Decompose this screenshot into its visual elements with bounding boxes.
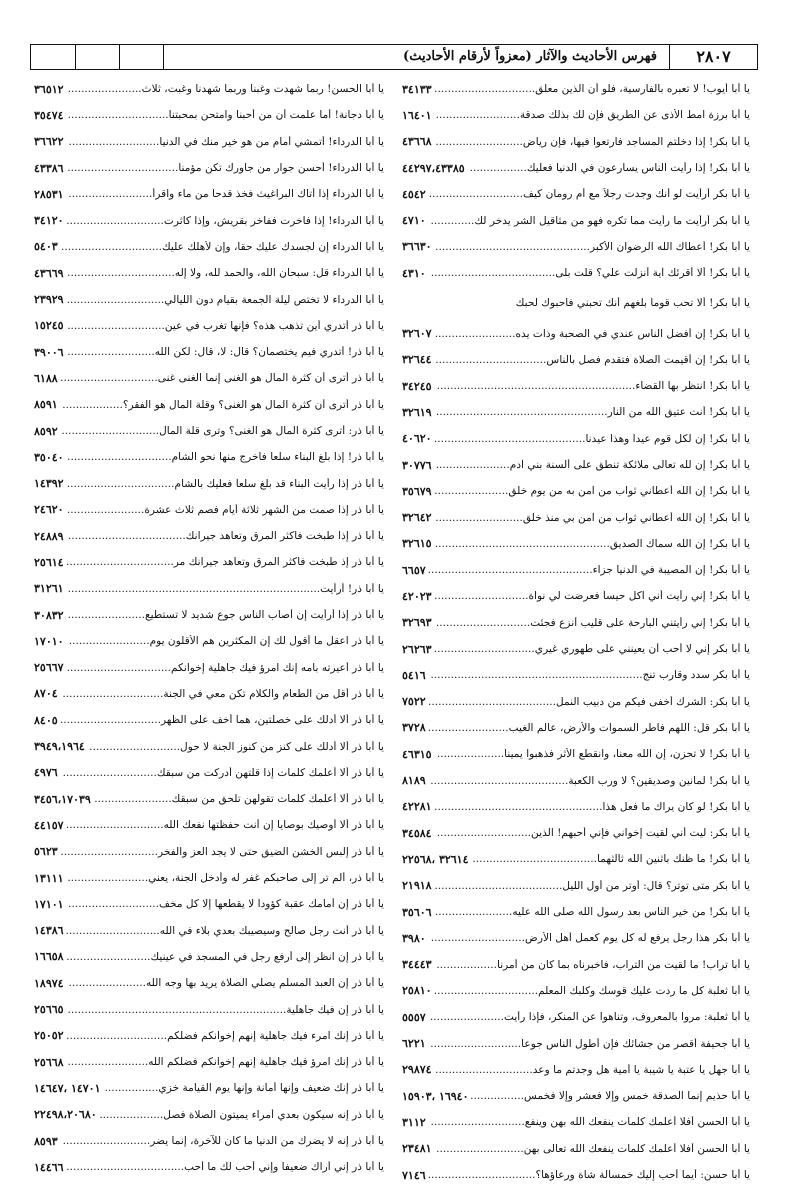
index-entry <box>34 760 384 786</box>
index-entry <box>34 786 384 812</box>
entry-number: ٣٤١٣٣ <box>402 82 432 96</box>
entry-text: يا أبا ذر ألا أعلمك كلمات إذا قلتهن أدركت من سبقك............................ <box>62 766 384 779</box>
entry-text: يا أبا ذر إذا رأيت البناء قد بلغ سلعاً فعليك بالشام................................ <box>66 477 384 490</box>
entry-text: يا أبا ذر أنت رجل صالح وسيصيبك بعدي بلاء في الله............................ <box>65 924 384 937</box>
index-entry <box>402 715 750 741</box>
entry-text: يا أبا ذر إلبس الخشن الضيق حتى لا يجد العز والفخر............................. <box>60 845 384 858</box>
entry-number: ٢٣٤٨١ <box>402 1142 432 1156</box>
entry-number: ٤٣١٠ <box>402 266 426 280</box>
entry-text: يا أبا جحيفة أقصر من جشائك فإن أطول الناس جوعاً........................... <box>430 1037 750 1050</box>
index-entry <box>34 365 384 391</box>
entry-text: يا أبا بكر! من خير الناس بعد رسول الله صلى الله عليه....................... <box>434 906 750 919</box>
entry-text: يا أبا بكر! إن لله تعالى ملائكة تنطق على ألسنة بني آدم...................... <box>435 459 750 471</box>
entry-text: يا أبا بكر! إن الله أعطاني ثواب من آمن بي منذ خلق.......................... <box>435 511 750 524</box>
entry-text: يا أبا بكر إني لا أحب أن يعينني على طهوري غيري.............................. <box>433 643 750 656</box>
entry-text: يا أبا الحسن! ربما شهدت وغبنا وربما شهدنا وغبت، ثلاث...................... <box>67 83 384 96</box>
index-entry <box>402 610 750 636</box>
index-entry <box>34 655 384 681</box>
index-entry <box>402 347 750 373</box>
index-entry <box>402 504 750 530</box>
entry-text: يا أبا ذر أتدري أين تذهب هذه؟ فإنها تغرب في عين............................. <box>67 319 384 332</box>
index-entry <box>34 1128 384 1154</box>
entry-number: ٣١١٢ <box>402 1115 426 1129</box>
entry-number: ٣٤٢٤٥ <box>402 379 432 393</box>
index-entry <box>402 636 750 662</box>
index-columns <box>30 76 758 1182</box>
entry-text: يا أبا بكر متى توتر؟ قال: أوتر من أول الليل...................................... <box>434 879 750 892</box>
index-entry <box>34 234 384 260</box>
entry-number: ٢٢٤٩٨،٢٠٦٨٠ <box>34 1108 97 1122</box>
entry-text: يا أبا الحسن أفلا أعلمك كلمات ينفعك الله تعالى بهن.......................... <box>436 1142 750 1155</box>
entry-text: يا أبا ذر إنك ضعيف وإنها أمانة وإنها يوم القيامة خزي................ <box>104 1082 384 1095</box>
entry-text: يا أبا ذر إن أمامك عقبة كؤوداً لا يقطعها إلا كل مخف........................... <box>68 898 384 911</box>
index-entry <box>402 1057 750 1083</box>
entry-text: يا أبا ذر اعقل ما أقول لك إن المكثرين هم الأقلون يوم........................ <box>68 635 384 648</box>
entry-number: ٢٩٨٧٤ <box>402 1063 432 1077</box>
entry-number: ٦٢٢١ <box>402 1037 426 1051</box>
header-empty-cell <box>119 45 163 69</box>
entry-number: ٣٠٧٧٦ <box>402 458 432 472</box>
index-entry <box>402 557 750 583</box>
entry-text: يا أبا ذر إن العبد المسلم يصلي الصلاة يريد بها وجه الله....................... <box>68 977 384 990</box>
entry-text: يا أبا ذر أترى أن كثرة المال هو الغنى إنما الغنى غنى............................. <box>60 372 384 385</box>
entry-text: يا أبا ثعلبة: مروا بالمعروف، وتناهوا عن المنكر، فإذا رأيت...................... <box>429 1011 750 1024</box>
entry-number: ٢٨٥٣١ <box>34 187 64 201</box>
index-entry <box>402 899 750 925</box>
index-entry <box>402 689 750 715</box>
entry-number: ٢١٩١٨ <box>402 879 432 893</box>
entry-text: يا أبا بكر! ألا أقرئك آية أنزلت علي؟ قلت بلى..................................... <box>430 267 750 280</box>
index-entry <box>402 767 750 793</box>
index-entry <box>34 1023 384 1049</box>
entry-text: يا أبا الدرداء إن لجسدك عليك حقاً، وإن لأهلك عليك.............................. <box>60 240 384 253</box>
index-entry <box>402 478 750 504</box>
entry-number: ١٦٦٥٨ <box>34 950 64 964</box>
entry-number: ٣٢٦١٥ <box>402 537 432 551</box>
index-entry <box>402 320 750 346</box>
entry-text: يا أبا ذر! إذا بلغ البناء سلعاً فاخرج منها نحو الشام............................... <box>67 451 384 464</box>
entry-number: ٦١٨٨ <box>34 371 58 385</box>
entry-text: يا أبا ذر ألا أدلك على كنز من كنوز الجنة لا حول........................... <box>89 740 384 753</box>
entry-text: يا أبا بكر! أعطاك الله الرضوان الأكبر.............................................. <box>435 240 750 253</box>
entry-text: يا أبا بكر أرأيت ما رأيت مما تكره فهو من مثاقيل الشر يدخر لك............. <box>430 214 750 227</box>
entry-text: يا أبا بكر! ما ظنك باثنين الله ثالثهما..................................... <box>472 853 750 866</box>
entry-text: يا أبا ذر! أرأيت........................................................................... <box>67 582 384 595</box>
index-entry <box>34 812 384 838</box>
index-entry <box>34 102 384 128</box>
entry-text: يا أبا ذر، ألم تر إلى صاحبكم غفر له وأدخل الجنة، يعني........................ <box>67 872 384 885</box>
index-entry <box>402 181 750 207</box>
entry-number: ٣٥٤٧٤ <box>34 108 64 122</box>
entry-number: ٤٠٦٢٠ <box>402 432 432 446</box>
entry-number: ٣٥٦٧٩ <box>402 484 432 498</box>
index-entry <box>402 76 750 102</box>
entry-text: يا أبا بكر! إن المصيبة في الدنيا جزاء................................................. <box>427 564 750 577</box>
header-empty-cell <box>75 45 119 69</box>
entry-number: ٨١٨٩ <box>402 774 426 788</box>
entry-text: يا أبا بكر! إن الله أعطاني ثواب من آمن به من يوم خلق...................... <box>434 485 750 498</box>
entry-number: ١٧١٠١ <box>34 897 64 911</box>
index-entry <box>34 918 384 944</box>
entry-number: ١٤٣٨٦ <box>34 924 64 938</box>
index-entry <box>34 891 384 917</box>
entry-number: ٣٤١٢٠ <box>34 214 64 228</box>
entry-number: ٣٢٦٩٣ <box>402 616 432 630</box>
entry-text: يا أبا ذر: أترى كثرة المال هو الغنى؟ وترى قلة المال............................. <box>61 425 384 437</box>
index-entry <box>34 444 384 470</box>
entry-text: يا أبا ذر إذا طبخت فأكثر المرق وتعاهد جيرانك................................... <box>67 530 384 543</box>
entry-text: يا أبا بكر! ألا تحب قوماً بلغهم أنك تحبني فأحبوك لحبك <box>515 297 750 310</box>
entry-text: يا أبا بكر! إني رأيتني البارحة على قليب أنزع فجئت............................ <box>435 616 750 629</box>
index-entry <box>34 76 384 102</box>
entry-number: ٤٣٦٦٩ <box>34 266 64 280</box>
entry-number: ٣٦٦٢٢ <box>34 135 64 149</box>
entry-text: يا أبا الدرداء! أتمشي أمام من هو خير منك في الدنيا........................... <box>68 135 384 148</box>
entry-text: يا أبا ذر ألا أدلك على خصلتين، هما أخف على الظهر.............................. <box>59 714 384 727</box>
entry-number: ٣٤٤٤٣ <box>402 958 432 972</box>
index-entry <box>34 207 384 233</box>
entry-text: يا أبا بكر! إذا رأيت الناس يسارعون في الدنيا فعليك................. <box>469 162 750 175</box>
index-entry <box>402 1030 750 1056</box>
entry-number: ٧١٤٦ <box>402 1168 426 1182</box>
entry-number: ٨٥٩١ <box>34 398 58 412</box>
entry-text: يا أبا بكر! إن الله سماك الصديق.................................................... <box>434 537 750 550</box>
entry-text: يا أبا بكر أرأيت لو أنك وجدت رجلاً مع أم رومان كيف............................ <box>428 188 750 201</box>
entry-text: يا أبا الدرداء! أحسن جوار من جاورك تكن مؤمناً................................. <box>67 162 384 175</box>
index-entry <box>34 260 384 286</box>
entry-text: يا أبا الدرداء! إذا فاخرت ففاخر بقريش، وإذا كاثرت............................. <box>66 214 384 227</box>
index-entry <box>34 1102 384 1128</box>
entry-number: ٣٢٦٤٤ <box>402 353 432 367</box>
entry-text: يا أبا ذر إنه لا يضرك من الدنيا ما كان للآخرة، إنما يضر.......................... <box>62 1135 384 1148</box>
entry-number: ١٦٩٤٠ ،١٥٩٠٣ <box>402 1089 469 1103</box>
entry-number: ٣٢٦٤٢ <box>402 511 432 525</box>
page-header <box>30 44 758 70</box>
entry-number: ٥٤١٦ <box>402 668 426 682</box>
entry-text: يا أبا بكر! انتظر بها القضاء........................................................... <box>436 380 750 393</box>
entry-text: يا أبا ذر أترى أن كثرة المال هو الغنى؟ وقلة المال هو الفقر؟.................. <box>62 398 384 411</box>
entry-text: يا أبا ذر إنك امرء فيك جاهلية إنهم إخوانكم فضلكم.............................. <box>66 1029 384 1042</box>
entry-number: ٧٥٢٢ <box>402 695 426 709</box>
entry-number: ١٥٢٤٥ <box>34 319 64 333</box>
index-entry <box>402 260 750 286</box>
entry-text: يا أبا بكر! إن أفضل الناس عندي في الصحبة وذات يده........................ <box>434 327 750 340</box>
entry-number: ٣٧٢٨ <box>402 721 426 735</box>
index-entry <box>34 944 384 970</box>
entry-number: ٢٥٠٥٢ <box>34 1029 64 1043</box>
entry-text: يا أبا بكر! أنت عتيق الله من النار................................................... <box>435 406 750 419</box>
index-entry <box>34 1049 384 1075</box>
index-entry <box>34 996 384 1022</box>
index-entry <box>34 839 384 865</box>
entry-text: يا أبا ذر ألا أعلمك كلمات تقولهن تلحق من سبقك....................... <box>94 793 384 806</box>
entry-number: ٤٣٦٦٨ <box>402 135 432 149</box>
entry-number: ٤٢٠٢٣ <box>402 589 432 603</box>
entry-number: ١٦٤٠١ <box>402 108 432 122</box>
entry-text: يا أبا بكر: الشرك أخفى فيكم من دبيب النمل...................................... <box>428 695 750 708</box>
entry-number: ٣٦٦٣٠ <box>402 240 432 254</box>
entry-text: يا أبا ذر إن انظر إلى أرفع رجل في المسجد في عينيك......................... <box>66 950 384 963</box>
index-entry <box>34 707 384 733</box>
entry-text: يا أبا ذر أقل من الطعام والكلام تكن معي في الجنة.............................. <box>62 687 384 700</box>
entry-number: ٨٤٠٥ <box>34 713 58 727</box>
entry-text: يا أبا جهل يا عتبة يا شيبة يا أمية هل وجدتم ما وعد............................. <box>435 1063 750 1076</box>
index-entry <box>34 576 384 602</box>
header-empty-cell <box>31 45 75 69</box>
index-entry <box>402 873 750 899</box>
index-entry <box>402 741 750 767</box>
index-entry <box>402 583 750 609</box>
index-entry <box>402 155 750 181</box>
entry-number: ٢٥٦١٤ <box>34 555 64 569</box>
entry-text: يا أبا ذر إني أراك ضعيفاً وإني أحب لك ما أحب................................... <box>66 1161 384 1174</box>
entry-text: يا أبا أيوب! لا تعبره بالفارسية، فلو أن الذين معلق.............................. <box>434 83 750 96</box>
entry-number: ٢٤٦٢٠ <box>34 503 64 517</box>
entry-number: ٣٢٦٠٧ <box>402 327 432 341</box>
index-entry <box>34 733 384 759</box>
entry-number: ١٧٠١٠ <box>34 634 64 648</box>
entry-text: يا أبا ذر أعيرته بأمه إنك امرؤ فيك جاهلية إخوانكم............................... <box>66 661 384 674</box>
page-number: ٢٨٠٧ <box>669 45 757 69</box>
entry-text: يا أبا ذر إذا صمت من الشهر ثلاثة أيام فصم ثلاث عشرة....................... <box>66 503 384 516</box>
entry-number: ١٤٣٩٢ <box>34 477 64 491</box>
index-entry <box>402 1083 750 1109</box>
entry-number: ٣١٢٦١ <box>34 582 64 596</box>
index-entry <box>402 978 750 1004</box>
entry-number: ٣٩٨٠ <box>402 931 426 945</box>
index-entry <box>34 418 384 444</box>
index-entry <box>402 846 750 872</box>
entry-text: يا أبا حسن: أيما أحب إليك خمسالة شاة ورعاؤها؟................................ <box>427 1169 750 1182</box>
entry-number: ٨٧٠٤ <box>34 687 58 701</box>
entry-text: يا أبا حذيم إنما الصدقة خمس وإلا فعشر وإلا فخمس................ <box>470 1090 750 1103</box>
entry-number: ٤٥٤٢ <box>402 187 426 201</box>
entry-number: ١٤٧٠١ ،١٤٦٤٧ <box>34 1081 101 1095</box>
index-entry <box>34 470 384 496</box>
entry-number: ٢٣٩٢٩ <box>34 293 64 307</box>
entry-text: يا أبا الحسن أفلا أعلمك كلمات ينفعك الله بهن وينفع............................ <box>430 1116 750 1129</box>
entry-text: يا أبا ذر ألا أوصيك بوصايا إن أنت حفظتها نفعك الله............................. <box>65 819 384 832</box>
entry-text: يا أبا بكر! إن أقيمت الصلاة فتقدم فصل بالناس................................. <box>435 353 750 366</box>
entry-number: ٣٦٥١٢ <box>34 82 64 96</box>
index-entry <box>402 820 750 846</box>
left-column <box>30 76 394 1174</box>
index-entry <box>34 181 384 207</box>
index-entry <box>34 129 384 155</box>
index-entry <box>402 399 750 425</box>
entry-text: يا أبا بكر! لو كان يراك ما فعل هذا.................................................. <box>434 800 750 813</box>
index-entry <box>402 286 750 320</box>
index-entry <box>34 392 384 418</box>
entry-text: يا أبا بكر هذا رجل يرفع له كل يوم كعمل أهل الأرض............................ <box>430 932 750 945</box>
right-column <box>394 76 758 1182</box>
index-entry <box>402 373 750 399</box>
index-entry <box>34 523 384 549</box>
entry-text: يا أبا الدرداء قل: سبحان الله، والحمد لله، ولا إله................................ <box>67 267 384 280</box>
entry-text: يا أبا بكر! إن لكل قوم عيداً وهذا عيدنا............................................. <box>433 432 750 445</box>
entry-number: ١٨٩٧٤ <box>34 976 64 990</box>
entry-number: ٢٥٦٦٥ <box>34 1003 64 1017</box>
index-entry <box>402 531 750 557</box>
index-entry <box>402 234 750 260</box>
entry-text: يا أبا بكر سدد وقارب تنج............................................................... <box>430 669 750 682</box>
index-entry <box>402 925 750 951</box>
entry-number: ١٣١١١ <box>34 871 64 885</box>
index-entry <box>34 339 384 365</box>
entry-text: يا أبا بكر: ليت أني لقيت إخواني فإني أحبهم! الذين............................ <box>436 827 750 840</box>
entry-text: يا أبا ذر إنه سيكون بعدي أمراء يميتون الصلاة فصل................... <box>99 1108 384 1121</box>
index-entry <box>402 207 750 233</box>
entry-text: يا أبا ذر إذ طبخت فأكثر المرق وتعاهد جيرانك مر................................ <box>66 556 384 569</box>
entry-number: ٦٦٥٧ <box>402 563 426 577</box>
entry-text: يا أبا بكر! لمانين وصديقين؟ لا ورب الكعبة......................................... <box>430 774 750 787</box>
entry-number: ٢٤٨٨٩ <box>34 529 64 543</box>
entry-number: ٤٧١٠ <box>402 214 426 228</box>
entry-number: ٥٤٠٣ <box>34 240 58 254</box>
entry-number: ٢٥٦٦٧ <box>34 661 64 675</box>
entry-number: ٢٦٢٦٣ <box>402 642 432 656</box>
entry-text: يا أبا ثعلبة كل ما ردت عليك قوسك وكلبك المعلم............................... <box>433 984 750 997</box>
index-entry <box>34 1154 384 1180</box>
entry-number: ٥٦٢٣ <box>34 845 58 859</box>
entry-number: ٢٥٨١٠ <box>402 984 432 998</box>
entry-number: ٥٥٥٧ <box>402 1010 426 1024</box>
entry-text: يا أبا ذر! أتدري فيم يختصمان؟ قال: لا، قال: لكن الله.......................... <box>67 346 384 359</box>
index-entry <box>402 1162 750 1188</box>
entry-number: ٣٩٠٠٦ <box>34 345 64 359</box>
index-entry <box>402 794 750 820</box>
entry-number: ٣٢٦١٩ <box>402 405 432 419</box>
entry-text: يا أبا الدرداء إذا أتاك البراغيث فخذ قدحاً من ماء واقرأ......................... <box>68 188 384 201</box>
index-entry <box>402 102 750 128</box>
entry-number: ٤٤١٥٧ <box>34 818 64 832</box>
entry-text: يا أبا ذر إنك امرؤ فيك جاهلية إنهم إخوانكم فضلكم الله........................ <box>67 1056 384 1069</box>
index-entry <box>34 970 384 996</box>
entry-number: ٤٩٧٦ <box>34 766 58 780</box>
index-entry <box>34 628 384 654</box>
entry-number: ٣٤٥٦،١٧٠٣٩ <box>34 792 91 806</box>
index-entry <box>402 129 750 155</box>
index-entry <box>402 452 750 478</box>
entry-number: ٣٩٤٩،١٩٦٤ <box>34 740 85 754</box>
entry-number: ١٤٤٦٦ <box>34 1160 64 1174</box>
entry-number: ٤٦٣١٥ <box>402 747 432 761</box>
index-entry <box>34 681 384 707</box>
entry-number: ٨٥٩٢ <box>34 424 58 438</box>
entry-number: ٣٥٦٠٦ <box>402 905 432 919</box>
entry-text: يا أبا دجانة! أما علمت أن من أحبنا وامتحن بمحبتنا.............................. <box>67 109 384 122</box>
entry-text: يا أبا بكر قل: اللهم فاطر السموات والأرض، عالم الغيب........................ <box>427 721 750 734</box>
entry-text: يا أبا ذر إن فيك جاهلية................................................................. <box>67 1003 384 1016</box>
index-entry <box>402 952 750 978</box>
entry-text: يا أبا الدرداء لا تختص ليلة الجمعة بقيام دون الليالي............................. <box>66 293 384 306</box>
index-entry <box>402 426 750 452</box>
index-entry <box>402 1109 750 1135</box>
index-entry <box>402 1004 750 1030</box>
entry-number: ٣٥٠٤٠ <box>34 450 64 464</box>
index-entry <box>402 662 750 688</box>
index-entry <box>402 1136 750 1162</box>
entry-number: ٢٥٦٦٨ <box>34 1055 64 1069</box>
page-title: فهرس الأحاديث والآثار (معزواً لأرقام الأحاديث) <box>163 45 669 69</box>
entry-text: يا أبا ذر إذا أرأيت إن أصاب الناس جوع شديد لا تستطيع....................... <box>67 609 384 622</box>
entry-text: يا أبا بكر! إني رأيت أني آكل حيساً فعرضت لي نواة............................ <box>434 590 750 603</box>
index-entry <box>34 497 384 523</box>
entry-number: ٨٥٩٣ <box>34 1134 58 1148</box>
entry-text: يا أبا بكر! لا تحزن، إن الله معنا، وانقطع الأثر فذهبوا يميناً.................... <box>436 748 750 761</box>
index-entry <box>34 549 384 575</box>
entry-text: يا أبا برزة امط الأذى عن الطريق فإن لك بذلك صدقة......................... <box>435 109 750 122</box>
entry-number: ٤٤٢٩٧،٤٣٣٨٥ <box>402 161 465 175</box>
entry-text: يا أبا بكر! إذا دخلتم المساجد فارتعوا فيها، فإن رياض.......................... <box>435 135 750 148</box>
entry-number: ٣٤٥٨٤ <box>402 826 432 840</box>
index-entry <box>34 865 384 891</box>
entry-number: ٣٢٦١٤ ،٢٢٥٦٨ <box>402 852 469 866</box>
entry-number: ٤٢٢٨١ <box>402 800 432 814</box>
index-entry <box>34 313 384 339</box>
index-entry <box>34 155 384 181</box>
index-entry <box>34 602 384 628</box>
entry-number: ٣٠٨٣٢ <box>34 608 64 622</box>
entry-number: ٤٣٣٨٦ <box>34 161 64 175</box>
index-entry <box>34 1075 384 1101</box>
index-entry <box>34 286 384 312</box>
entry-text: يا أبا تراب! ما لقيت من التراب، فأخبرناه بما كان من أمرنا.................. <box>436 958 750 971</box>
